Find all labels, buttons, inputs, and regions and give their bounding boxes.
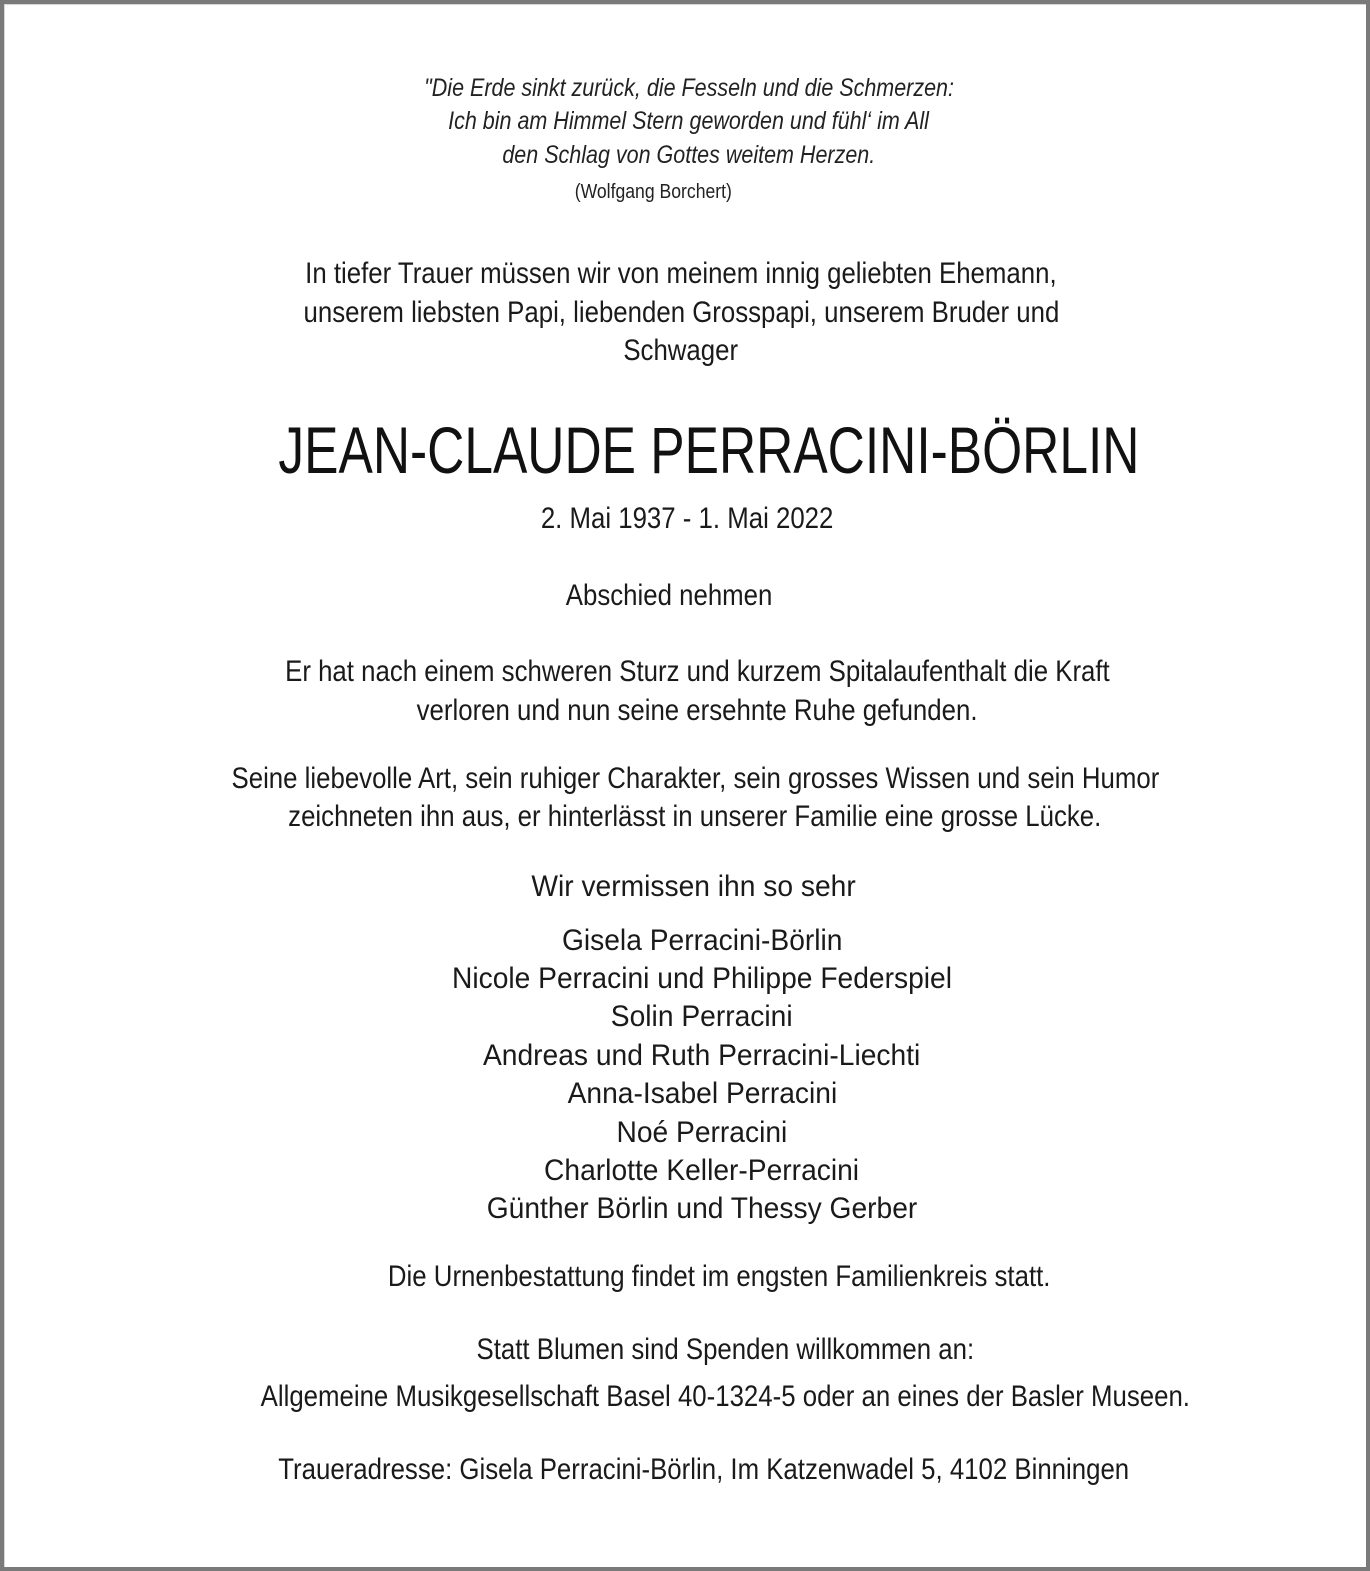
epigraph-author (0, 181, 1338, 204)
mourner-text: Noé Perracini (616, 1116, 788, 1149)
paragraph-1-line-text: verloren und nun seine ersehnte Ruhe gefunden. (416, 694, 978, 727)
epigraph-line (4, 141, 1370, 170)
intro-line-text: unserem liebsten Papi, liebenden Grosspapi, unserem Bruder und (303, 296, 1059, 329)
mourner (17, 1192, 1370, 1226)
mourner (17, 1154, 1370, 1188)
mourner (17, 1000, 1370, 1034)
paragraph-1-line-text: Er hat nach einem schweren Sturz und kurzem Spitalaufenthalt die Kraft (284, 655, 1110, 688)
mourning-address (19, 1453, 1370, 1487)
epigraph-line-text: "Die Erde sinkt zurück, die Fesseln und die Schmerzen: (424, 74, 954, 102)
intro-line (0, 257, 1366, 291)
epigraph-line (4, 107, 1370, 136)
missing-line-text: Wir vermissen ihn so sehr (531, 870, 857, 903)
paragraph-1-line (12, 694, 1370, 728)
intro-line-text: In tiefer Trauer müssen wir von meinem innig geliebten Ehemann, (305, 257, 1057, 290)
burial-note (34, 1260, 1370, 1294)
donations-recipient (40, 1380, 1370, 1414)
mourner-text: Charlotte Keller-Perracini (544, 1154, 860, 1187)
mourner (17, 1116, 1370, 1150)
missing-line (9, 870, 1370, 904)
epigraph-line (4, 74, 1370, 103)
paragraph-2-line-text: zeichneten ihn aus, er hinterlässt in unserer Familie eine grosse Lücke. (288, 800, 1102, 833)
life-dates-text: 2. Mai 1937 - 1. Mai 2022 (540, 502, 834, 535)
mourner (17, 962, 1370, 996)
paragraph-2-line (10, 800, 1370, 834)
mourner-text: Solin Perracini (611, 1000, 793, 1033)
intro-line (0, 334, 1366, 368)
mourner (17, 1039, 1370, 1073)
mourner-text: Andreas und Ruth Perracini-Liechti (483, 1039, 921, 1072)
intro-line-text: Schwager (623, 334, 739, 367)
paragraph-2-line (10, 762, 1370, 796)
farewell-heading (0, 579, 1354, 613)
mourner (17, 924, 1370, 958)
donations-intro (40, 1333, 1370, 1367)
deceased-name (24, 412, 1370, 488)
epigraph-line-text: den Schlag von Gottes weitem Herzen. (502, 141, 876, 169)
mourning-address-text: Traueradresse: Gisela Perracini-Börlin, Im Katzenwadel 5, 4102 Binningen (278, 1453, 1130, 1486)
paragraph-2-line-text: Seine liebevolle Art, sein ruhiger Charakter, sein grosses Wissen und sein Humor (231, 762, 1159, 795)
farewell-heading-text: Abschied nehmen (565, 579, 773, 612)
mourner-text: Günther Börlin und Thessy Gerber (486, 1192, 918, 1225)
epigraph-author-text: (Wolfgang Borchert) (574, 181, 732, 203)
paragraph-1-line (12, 655, 1370, 689)
mourner-text: Nicole Perracini und Philippe Federspiel (451, 962, 953, 995)
intro-line (0, 296, 1366, 330)
deceased-name-text: JEAN-CLAUDE PERRACINI-BÖRLIN (278, 413, 1140, 487)
burial-note-text: Die Urnenbestattung findet im engsten Familienkreis statt. (387, 1260, 1051, 1293)
life-dates (2, 502, 1370, 536)
donations-intro-text: Statt Blumen sind Spenden willkommen an: (476, 1333, 974, 1366)
mourner-text: Gisela Perracini-Börlin (561, 924, 843, 957)
mourner-text: Anna-Isabel Perracini (567, 1077, 837, 1110)
epigraph-line-text: Ich bin am Himmel Stern geworden und fühl‘ im All (448, 107, 930, 135)
mourner (17, 1077, 1370, 1111)
donations-recipient-text: Allgemeine Musikgesellschaft Basel 40-1324-5 oder an eines der Basler Museen. (260, 1380, 1190, 1413)
